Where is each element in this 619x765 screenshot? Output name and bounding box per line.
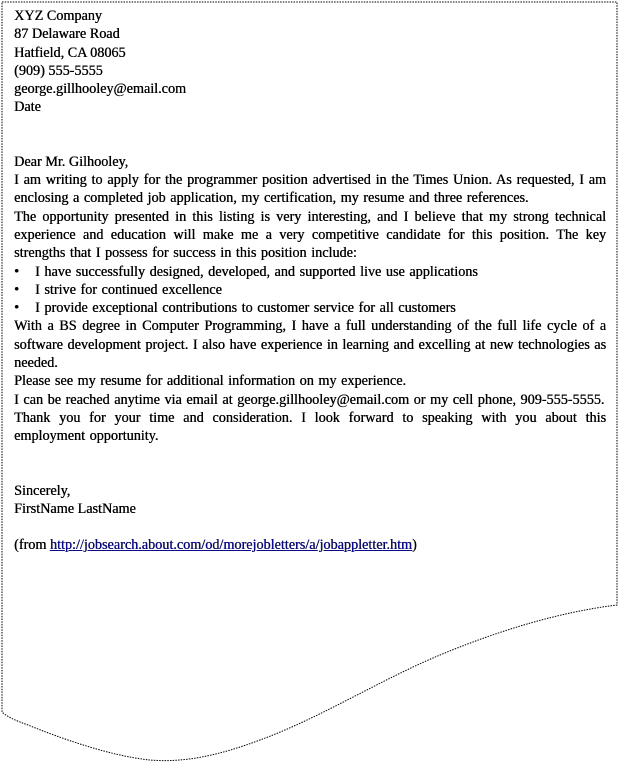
spacer — [14, 117, 606, 153]
paragraph-education: With a BS degree in Computer Programming, I have a full understanding of the full life cycle of a software development project. I also have experience in learning and excelling at new technologies as needed. — [14, 318, 606, 372]
cover-letter — [14, 7, 606, 554]
list-item-text: I have successfully designed, developed, and supported live use applications — [35, 263, 478, 280]
street-address: 87 Delaware Road — [14, 26, 120, 43]
bullet-icon: • — [14, 300, 19, 317]
paragraph-contact: I can be reached anytime via email at george.gillhooley@email.com or my cell phone, 909-555-5555. — [14, 391, 605, 408]
paragraph-thanks: Thank you for your time and consideration. I look forward to speaking with you about this employment opportunity. — [14, 409, 606, 445]
list-item — [14, 281, 606, 299]
strengths-list — [14, 263, 606, 318]
list-item-text: I provide exceptional contributions to customer service for all customers — [35, 300, 456, 317]
city-state-zip: Hatfield, CA 08065 — [14, 44, 126, 61]
source-citation — [14, 536, 606, 554]
source-link[interactable]: http://jobsearch.about.com/od/morejobletters/a/jobappletter.htm — [49, 537, 412, 554]
spacer — [14, 518, 606, 536]
list-item — [14, 299, 606, 317]
salutation: Dear Mr. Gilhooley, — [14, 153, 129, 170]
bullet-icon: • — [14, 281, 19, 298]
paragraph-opportunity: The opportunity presented in this listing is very interesting, and I believe that my strong technical experience and education will make me a very competitive candidate for this position. The key strengths that I possess for success in this position include: — [14, 208, 606, 262]
phone-number: (909) 555-5555 — [14, 62, 103, 79]
source-suffix: ) — [411, 537, 417, 554]
letter-date: Date — [14, 99, 41, 116]
paragraph-resume: Please see my resume for additional information on my experience. — [14, 373, 406, 390]
list-item-text: I strive for continued excellence — [35, 281, 222, 298]
sender-address-block — [14, 7, 606, 117]
list-item — [14, 263, 606, 281]
closing: Sincerely, — [14, 482, 71, 499]
company-name: XYZ Company — [14, 8, 102, 24]
email-address: george.gillhooley@email.com — [14, 81, 186, 98]
paragraph-intro: I am writing to apply for the programmer position advertised in the Times Union. As requested, I am enclosing a completed job application, my certification, my resume and three references. — [14, 172, 606, 207]
signature-name: FirstName LastName — [14, 500, 136, 517]
spacer — [14, 446, 606, 482]
source-prefix: (from — [14, 537, 50, 554]
bullet-icon: • — [14, 263, 19, 280]
